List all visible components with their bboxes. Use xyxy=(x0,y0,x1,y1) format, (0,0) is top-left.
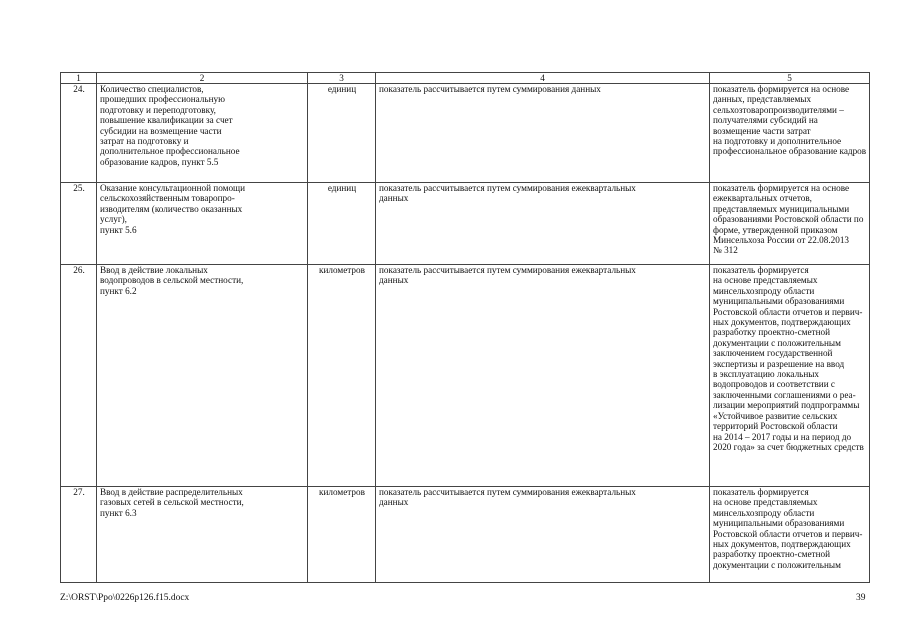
unit-of-measure: единиц xyxy=(308,84,376,183)
footer-page-number: 39 xyxy=(856,593,866,603)
indicator-name: Ввод в действие локальных водопроводов в сельской местности, пункт 6.2 xyxy=(97,265,308,487)
header-col-1: 1 xyxy=(61,73,97,84)
table-row xyxy=(61,183,870,265)
row-number: 25. xyxy=(61,183,97,265)
header-col-5: 5 xyxy=(710,73,870,84)
row-number: 27. xyxy=(61,487,97,583)
data-source: показатель формируется на основе представляемых минсельхозпроду области муниципальными образованиями Ростовской области отчетов и первич- ных документов, подтверждающих разработку проектно-сметной документации с положительным заключением государственной экспертизы и разрешение на ввод в эксплуатацию локальных водопроводов и соответствии с заключенными соглашениями о реа- лизации мероприятий подпрограммы «Устойчивое развитие сельских территорий Ростовской области на 2014 – 2017 годы и на период до 2020 года» за счет бюджетных средств xyxy=(710,265,870,487)
calculation-method: показатель рассчитывается путем суммирования ежеквартальных данных xyxy=(376,487,710,583)
data-source: показатель формируется на основе данных, представляемых сельхозтоваропроизводителями – получателями субсидий на возмещение части затрат на подготовку и дополнительное профессиональное образование кадров xyxy=(710,84,870,183)
row-number: 26. xyxy=(61,265,97,487)
header-col-3: 3 xyxy=(308,73,376,84)
indicator-name: Оказание консультационной помощи сельскохозяйственным товаропро- изводителям (количество оказанных услуг), пункт 5.6 xyxy=(97,183,308,265)
indicator-name: Количество специалистов, прошедших профессиональную подготовку и переподготовку, повышение квалификации за счет субсидии на возмещение части затрат на подготовку и дополнительное профессиональное образование кадров, пункт 5.5 xyxy=(97,84,308,183)
unit-of-measure: километров xyxy=(308,487,376,583)
indicators-table xyxy=(60,72,870,583)
table-row xyxy=(61,265,870,487)
table-row xyxy=(61,487,870,583)
indicator-name: Ввод в действие распределительных газовых сетей в сельской местности, пункт 6.3 xyxy=(97,487,308,583)
data-source: показатель формируется на основе ежеквартальных отчетов, представляемых муниципальными образованиями Ростовской области по форме, утвержденной приказом Минсельхоза России от 22.08.2013 № 312 xyxy=(710,183,870,265)
calculation-method: показатель рассчитывается путем суммирования данных xyxy=(376,84,710,183)
data-source: показатель формируется на основе представляемых минсельхозпроду области муниципальными образованиями Ростовской области отчетов и первич- ных документов, подтверждающих разработку проектно-сметной документации с положительным xyxy=(710,487,870,583)
header-col-4: 4 xyxy=(376,73,710,84)
unit-of-measure: единиц xyxy=(308,183,376,265)
footer-file-path: Z:\ORST\Ppo\0226p126.f15.docx xyxy=(60,593,190,603)
table-header-row xyxy=(61,73,870,84)
header-col-2: 2 xyxy=(97,73,308,84)
calculation-method: показатель рассчитывается путем суммирования ежеквартальных данных xyxy=(376,183,710,265)
row-number: 24. xyxy=(61,84,97,183)
calculation-method: показатель рассчитывается путем суммирования ежеквартальных данных xyxy=(376,265,710,487)
unit-of-measure: километров xyxy=(308,265,376,487)
table-row xyxy=(61,84,870,183)
